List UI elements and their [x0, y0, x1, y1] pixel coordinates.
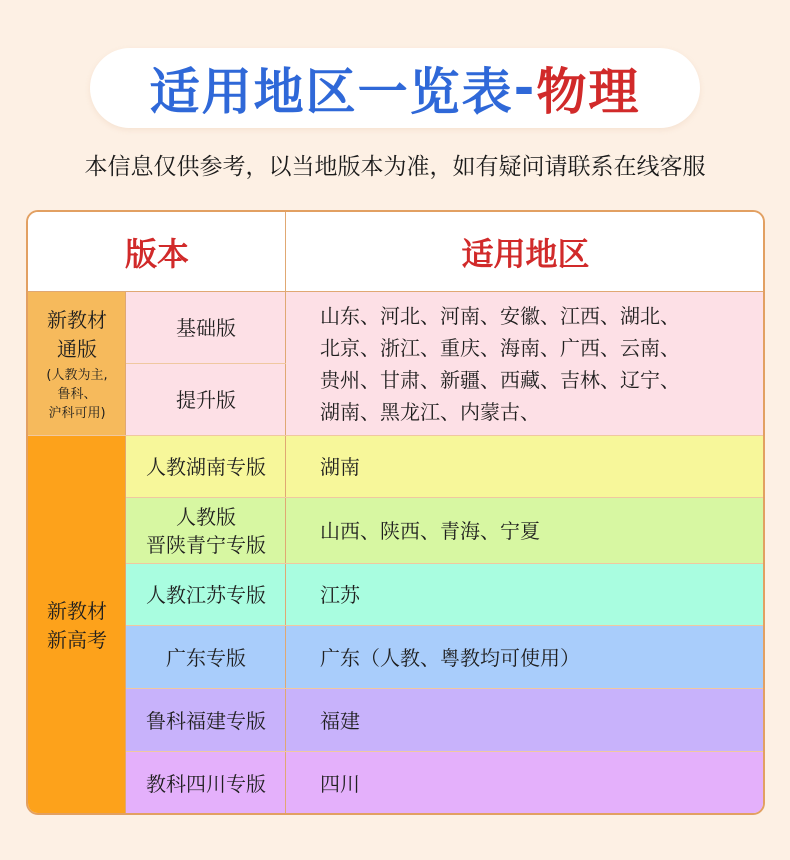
version-rj-jinshan-line1: 人教版: [176, 505, 236, 529]
divider-row: [126, 688, 765, 689]
group-general-line2: 通版: [57, 336, 97, 361]
divider-vertical-group: [125, 292, 126, 815]
divider-row: [126, 497, 765, 498]
version-rj-jinshan-line2: 晋陕青宁专版: [146, 533, 266, 557]
shared-region-line1: 山东、河北、河南、安徽、江西、湖北、: [320, 304, 680, 328]
shared-region-cell: [286, 292, 765, 436]
version-rj-hunan: 人教湖南专版: [126, 436, 286, 498]
divider-header: [28, 291, 765, 292]
title-banner: [90, 48, 700, 128]
region-table: [26, 210, 765, 815]
group-new-gaokao: [28, 436, 126, 815]
group-new-gaokao-line1: 新教材: [47, 598, 107, 623]
group-general-note1: (人教为主,: [46, 367, 108, 383]
version-guangdong: 广东专版: [126, 626, 286, 689]
divider-row: [126, 751, 765, 752]
divider-row: [28, 435, 765, 436]
title-dash: -: [513, 59, 537, 117]
version-advanced: 提升版: [126, 364, 286, 436]
shared-region-line3: 贵州、甘肃、新疆、西藏、吉林、辽宁、: [320, 368, 680, 392]
group-new-gaokao-line2: 新高考: [47, 627, 107, 652]
subtitle: 本信息仅供参考，以当地版本为准，如有疑问请联系在线客服: [84, 154, 706, 180]
version-lk-fujian: 鲁科福建专版: [126, 689, 286, 752]
region-fujian: 福建: [286, 689, 765, 752]
divider-row: [126, 625, 765, 626]
version-rj-jiangsu: 人教江苏专版: [126, 564, 286, 626]
region-guangdong: 广东（人教、粤教均可使用）: [286, 626, 765, 689]
region-jinshan: 山西、陕西、青海、宁夏: [286, 498, 765, 564]
group-general-line1: 新教材: [47, 307, 107, 332]
header-region: 适用地区: [286, 212, 765, 292]
divider-vertical-main: [285, 212, 286, 815]
group-general-note2: 鲁科、: [57, 386, 97, 402]
shared-region-line2: 北京、浙江、重庆、海南、广西、云南、: [320, 336, 680, 360]
title-subject: 物理: [536, 63, 641, 121]
divider-row: [126, 563, 765, 564]
region-hunan: 湖南: [286, 436, 765, 498]
version-rj-jinshan: [126, 498, 286, 564]
group-general: [28, 292, 126, 436]
shared-region-line4: 湖南、黑龙江、内蒙古、: [320, 400, 540, 424]
version-basic: 基础版: [126, 292, 286, 364]
region-sichuan: 四川: [286, 752, 765, 815]
group-general-note3: 沪科可用): [48, 405, 106, 421]
divider-row: [126, 363, 286, 364]
version-jk-sichuan: 教科四川专版: [126, 752, 286, 815]
region-jiangsu: 江苏: [286, 564, 765, 626]
header-version: 版本: [28, 212, 286, 292]
title-main: 适用地区一览表: [149, 63, 514, 121]
